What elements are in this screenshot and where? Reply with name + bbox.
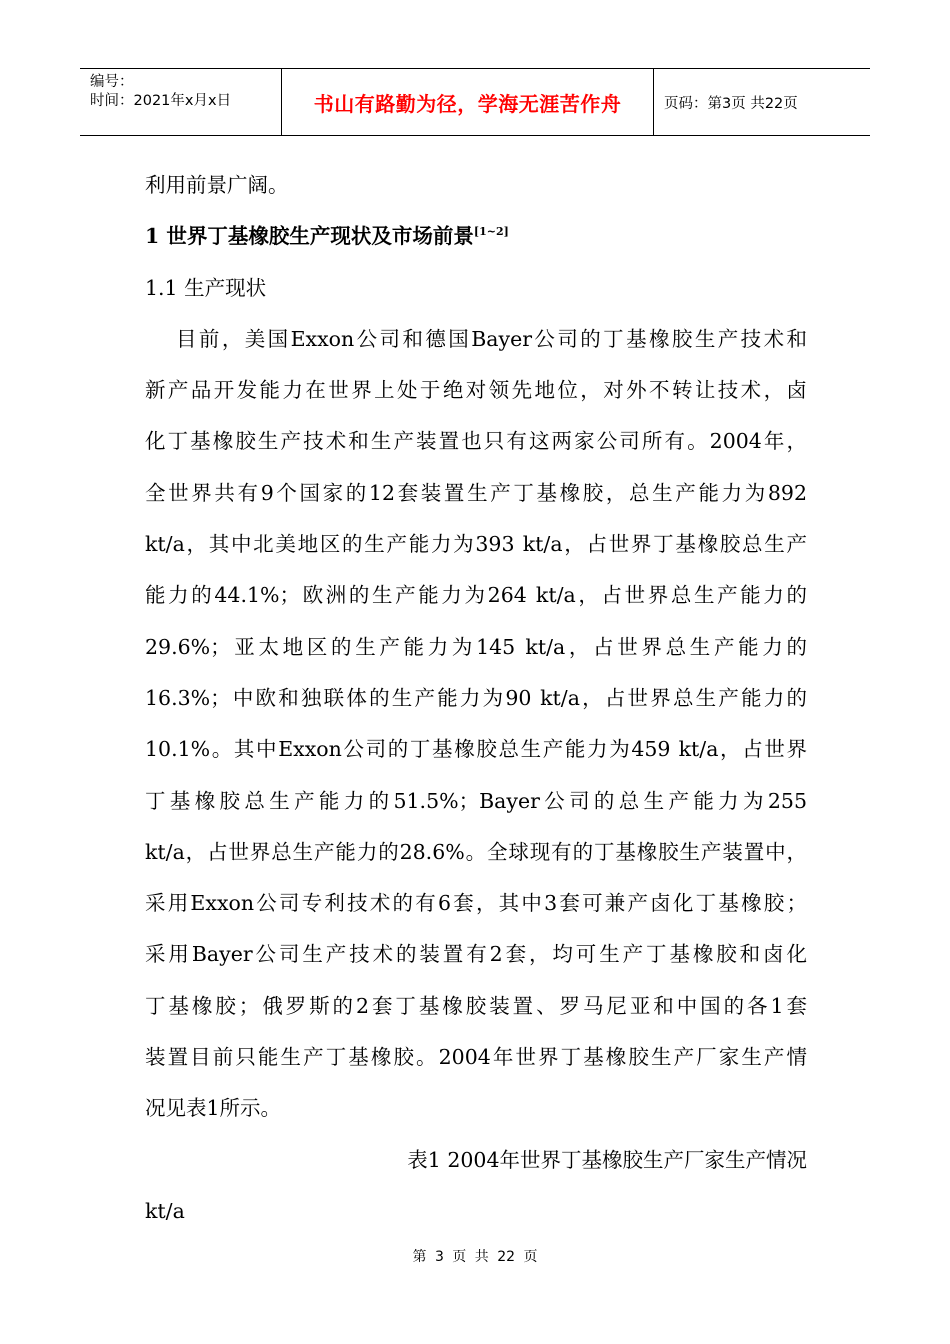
paragraph-line: 全世界共有9个国家的12套装置生产丁基橡胶，总生产能力为892: [145, 480, 807, 505]
paragraph-line: 16.3%；中欧和独联体的生产能力为90 kt/a，占世界总生产能力的: [145, 685, 807, 710]
subsection-heading: 1.1 生产现状: [145, 275, 267, 300]
section-heading-text: 1 世界丁基橡胶生产现状及市场前景: [145, 224, 474, 249]
paragraph-line: 采用Exxon公司专利技术的有6套，其中3套可兼产卤化丁基橡胶；: [145, 891, 807, 916]
paragraph-line: 装置目前只能生产丁基橡胶。2004年世界丁基橡胶生产厂家生产情: [145, 1045, 807, 1070]
paragraph-line: 丁基橡胶总生产能力的51.5%；Bayer公司的总生产能力为255: [145, 788, 807, 813]
paragraph-line: 新产品开发能力在世界上处于绝对领先地位，对外不转让技术，卤: [145, 378, 807, 403]
paragraph-line: 采用Bayer公司生产技术的装置有2套，均可生产丁基橡胶和卤化: [145, 942, 807, 967]
paragraph-line: 10.1%。其中Exxon公司的丁基橡胶总生产能力为459 kt/a，占世界: [145, 737, 807, 762]
header-number-label: 编号：: [90, 74, 134, 90]
paragraph-line: kt/a，占世界总生产能力的28.6%。全球现有的丁基橡胶生产装置中，: [145, 839, 807, 864]
citation-ref: [1~2]: [473, 225, 509, 239]
section-heading: [145, 211, 807, 262]
header-motto: 书山有路勤为径，学海无涯苦作舟: [282, 69, 654, 135]
header-time-label: 时间：2021年x月x日: [90, 93, 232, 109]
paragraph-line: kt/a，其中北美地区的生产能力为393 kt/a，占世界丁基橡胶总生产: [145, 532, 807, 557]
paragraph-line: 丁基橡胶；俄罗斯的2套丁基橡胶装置、罗马尼亚和中国的各1套: [145, 993, 807, 1018]
page-header: [80, 68, 870, 136]
paragraph-line: 利用前景广阔。: [145, 173, 289, 197]
header-left-cell: [80, 69, 282, 135]
table-caption: 表1 2004年世界丁基橡胶生产厂家生产情况: [407, 1147, 807, 1172]
table-unit: kt/a: [145, 1198, 185, 1223]
paragraph-line: 化丁基橡胶生产技术和生产装置也只有这两家公司所有。2004年，: [145, 429, 807, 454]
header-page-info: 页码：第3页 共22页: [664, 95, 798, 112]
paragraph-line: 能力的44.1%；欧洲的生产能力为264 kt/a，占世界总生产能力的: [145, 583, 807, 608]
paragraph-line: 29.6%；亚太地区的生产能力为145 kt/a，占世界总生产能力的: [145, 634, 807, 659]
paragraph-line: 目前，美国Exxon公司和德国Bayer公司的丁基橡胶生产技术和: [176, 326, 807, 351]
paragraph-line: 况见表1所示。: [145, 1096, 282, 1121]
page-footer: 第 3 页 共 22 页: [412, 1249, 538, 1265]
document-body: [145, 160, 807, 1237]
